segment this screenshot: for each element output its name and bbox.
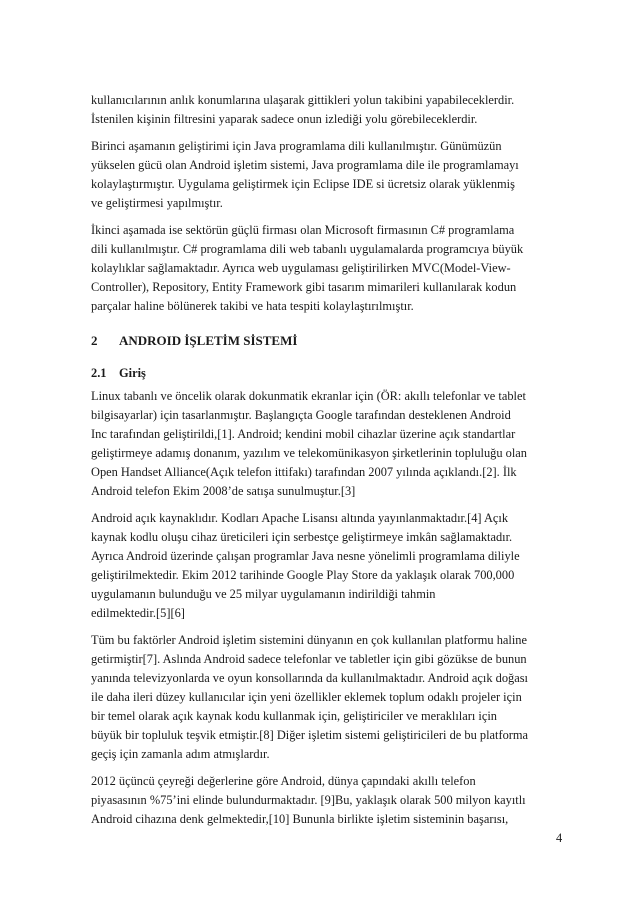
- text-line: Open Handset Alliance(Açık telefon ittifakı) tarafından 2007 yılında açıklandı.[2]. İlk: [91, 465, 517, 479]
- text-line: yanında televizyonlarda ve oyun konsollarında da kullanılmaktadır. Android açık doğası: [91, 671, 528, 685]
- text-line: büyük bir topluluk teşvik etmiştir.[8] Diğer işletim sistemi geliştiricileri de bu platforma: [91, 728, 529, 742]
- body-paragraph-2: [91, 509, 569, 623]
- text-line: Android telefon Ekim 2008’de satışa sunulmuştur.[3]: [91, 484, 356, 498]
- text-line: İkinci aşamada ise sektörün güçlü firması olan Microsoft firmasının C# programlama: [91, 223, 515, 237]
- text-line: edilmektedir.[5][6]: [91, 606, 185, 620]
- body-paragraph-3: [91, 631, 569, 764]
- subsection-number: 2.1: [91, 366, 107, 380]
- body-section: [91, 387, 569, 837]
- text-line: geliştirilmektedir. Ekim 2012 tarihinde Google Play Store da yaklaşık olarak 700,000: [91, 568, 515, 582]
- text-line: 2012 üçüncü çeyreği değerlerine göre Android, dünya çapındaki akıllı telefon: [91, 774, 476, 788]
- text-line: Android cihazına denk gelmektedir,[10] Bununla birlikte işletim sisteminin başarısı,: [91, 812, 509, 826]
- text-line: Controller), Repository, Entity Framework gibi tasarım mimarileri kullanılarak kodun: [91, 280, 517, 294]
- text-line: ve geliştirmesi yapılmıştır.: [91, 196, 223, 210]
- intro-paragraph-2: [91, 137, 569, 213]
- text-line: uygulamanın bulunduğu ve 25 milyar uygulamanın indirildiği tahmin: [91, 587, 436, 601]
- subsection-title: Giriş: [119, 366, 146, 380]
- body-paragraph-1: [91, 387, 569, 501]
- body-paragraph-4: [91, 772, 569, 829]
- page-number: 4: [556, 831, 563, 845]
- text-line: kaynak kodlu oluşu cihaz üreticileri için serbestçe geliştirmeye imkân sağlamaktadır.: [91, 530, 513, 544]
- text-line: geliştirmeye adamış donanım, yazılım ve telekomünikasyon şirketlerinin topluluğu olan: [91, 446, 527, 460]
- subsection-heading: [91, 366, 146, 381]
- text-line: kullanıcılarının anlık konumlarına ulaşarak gittikleri yolun takibini yapabileceklerdir.: [91, 93, 515, 107]
- text-line: Ayrıca Android üzerinde çalışan programlar Java nesne yönelimli programlama diliyle: [91, 549, 520, 563]
- text-line: Android açık kaynaklıdır. Kodları Apache Lisansı altında yayınlanmaktadır.[4] Açık: [91, 511, 509, 525]
- text-line: İstenilen kişinin filtresini yaparak sadece onun izlediği yolu görebileceklerdir.: [91, 112, 478, 126]
- text-line: geçiş için zamanla adım atmışlardır.: [91, 747, 270, 761]
- text-line: Tüm bu faktörler Android işletim sistemini dünyanın en çok kullanılan platformu haline: [91, 633, 527, 647]
- text-line: kolaylaştırmıştır. Uygulama geliştirmek için Eclipse IDE si ücretsiz olarak yüklenmiş: [91, 177, 515, 191]
- text-line: Birinci aşamanın geliştirimi için Java programlama dili kullanılmıştır. Günümüzün: [91, 139, 502, 153]
- section-heading: [91, 333, 297, 349]
- text-line: parçalar haline bölünerek takibi ve hata tespiti kolaylaştırılmıştır.: [91, 299, 414, 313]
- text-line: ile daha ileri düzey kullanıcılar için yeni özellikler eklemek toplum odaklı projeler için: [91, 690, 522, 704]
- text-line: bir temel olarak açık kaynak kodu kullanmak için, geliştiriciler ve meraklıları için: [91, 709, 497, 723]
- text-line: piyasasının %75’ini elinde bulundurmaktadır. [9]Bu, yaklaşık olarak 500 milyon kayıtlı: [91, 793, 526, 807]
- text-line: bilgisayarlar) için tasarlanmıştır. Başlangıçta Google tarafından desteklenen Android: [91, 408, 511, 422]
- text-line: Inc tarafından geliştirildi,[1]. Android; kendini mobil cihazlar üzerine açık standartlar: [91, 427, 516, 441]
- intro-section: [91, 91, 569, 324]
- section-number: 2: [91, 333, 98, 348]
- intro-paragraph-1: [91, 91, 569, 129]
- text-line: yükselen gücü olan Android işletim sistemi, Java programlama dile ile programlamayı: [91, 158, 519, 172]
- text-line: kolaylıklar sağlamaktadır. Ayrıca web uygulaması geliştirilirken MVC(Model-View-: [91, 261, 511, 275]
- text-line: getirmiştir[7]. Aslında Android sadece telefonlar ve tabletler için gibi gözükse de bunun: [91, 652, 527, 666]
- intro-paragraph-3: [91, 221, 569, 316]
- section-title: ANDROID İŞLETİM SİSTEMİ: [119, 333, 298, 348]
- text-line: dili kullanılmıştır. C# programlama dili web tabanlı uygulamalarda programcıya büyük: [91, 242, 524, 256]
- text-line: Linux tabanlı ve öncelik olarak dokunmatik ekranlar için (ÖR: akıllı telefonlar ve tablet: [91, 389, 526, 403]
